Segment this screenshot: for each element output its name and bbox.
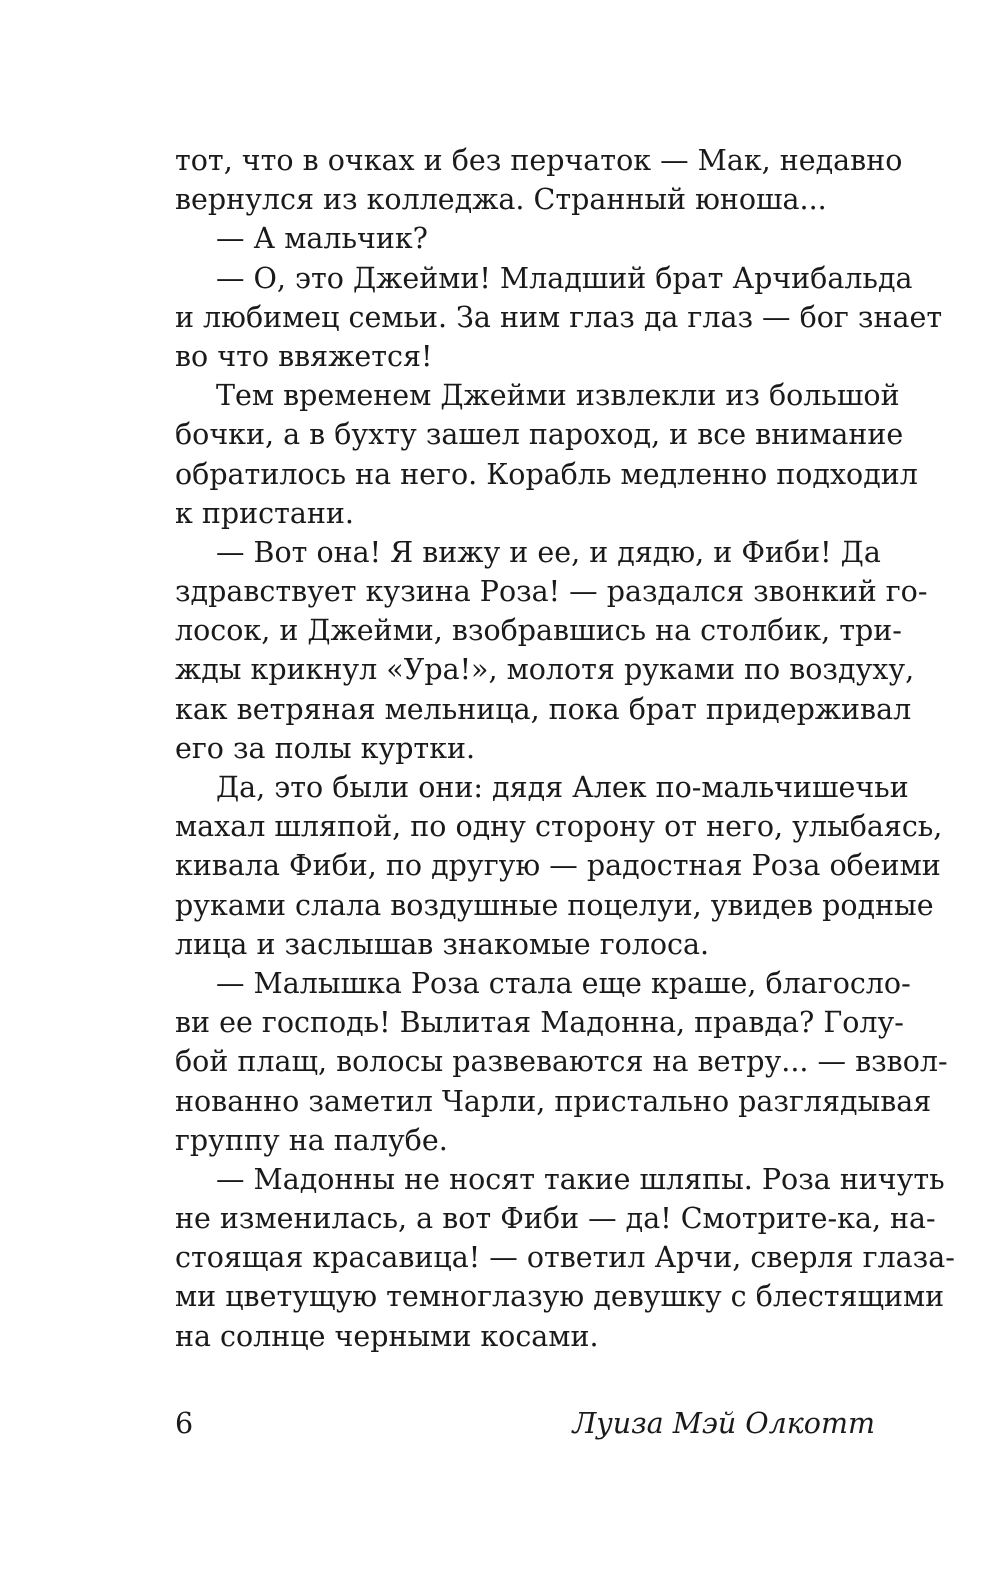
text-line: — А мальчик? <box>216 222 428 256</box>
text-line: вернулся из колледжа. Странный юноша... <box>175 183 827 217</box>
running-footer-author: Луиза Мэй Олкотт <box>572 1407 875 1440</box>
text-line: — Вот она! Я вижу и ее, и дядю, и Фиби! Да <box>216 535 881 569</box>
text-line: группу на палубе. <box>175 1123 448 1157</box>
text-line: ви ее господь! Вылитая Мадонна, правда? Голу- <box>175 1006 904 1040</box>
text-line: на солнце черными косами. <box>175 1319 599 1353</box>
text-line: тот, что в очках и без перчаток — Мак, недавно <box>175 144 903 177</box>
text-line: стоящая красавица! — ответил Арчи, сверля глаза- <box>175 1241 955 1275</box>
text-line: здравствует кузина Роза! — раздался звонкий го- <box>175 575 928 609</box>
text-line: как ветряная мельница, пока брат придерживал <box>175 692 912 726</box>
text-line: Тем временем Джейми извлекли из большой <box>216 379 900 413</box>
text-line: кивала Фиби, по другую — радостная Роза обеими <box>175 849 941 883</box>
text-line: во что ввяжется! <box>175 339 433 373</box>
text-line: бой плащ, волосы развеваются на ветру... — взвол- <box>175 1045 948 1079</box>
text-line: нованно заметил Чарли, пристально разглядывая <box>175 1084 932 1118</box>
text-line: к пристани. <box>175 496 354 530</box>
body-text <box>175 141 955 1356</box>
text-line: — Мадонны не носят такие шляпы. Роза ничуть <box>216 1162 945 1196</box>
text-line: лосок, и Джейми, взобравшись на столбик, три- <box>175 614 902 648</box>
text-line: — О, это Джейми! Младший брат Арчибальда <box>216 261 913 295</box>
text-line: лица и заслышав знакомые голоса. <box>175 927 710 961</box>
page-number: 6 <box>175 1407 194 1440</box>
text-line: — Малышка Роза стала еще краше, благосло- <box>216 966 911 1000</box>
text-line: не изменилась, а вот Фиби — да! Смотрите-ка, на- <box>175 1202 936 1236</box>
text-line: его за полы куртки. <box>175 731 476 765</box>
text-line: махал шляпой, по одну сторону от него, улыбаясь, <box>175 810 943 844</box>
text-line: руками слала воздушные поцелуи, увидев родные <box>175 888 934 922</box>
text-line: Да, это были они: дядя Алек по-мальчишечьи <box>216 771 909 804</box>
text-line: жды крикнул «Ура!», молотя руками по воздуху, <box>175 653 915 687</box>
text-line: бочки, а в бухту зашел пароход, и все внимание <box>175 418 904 452</box>
text-line: обратилось на него. Корабль медленно подходил <box>175 457 918 491</box>
text-line: ми цветущую темноглазую девушку с блестящими <box>175 1280 945 1314</box>
text-line: и любимец семьи. За ним глаз да глаз — бог знает <box>175 300 943 334</box>
